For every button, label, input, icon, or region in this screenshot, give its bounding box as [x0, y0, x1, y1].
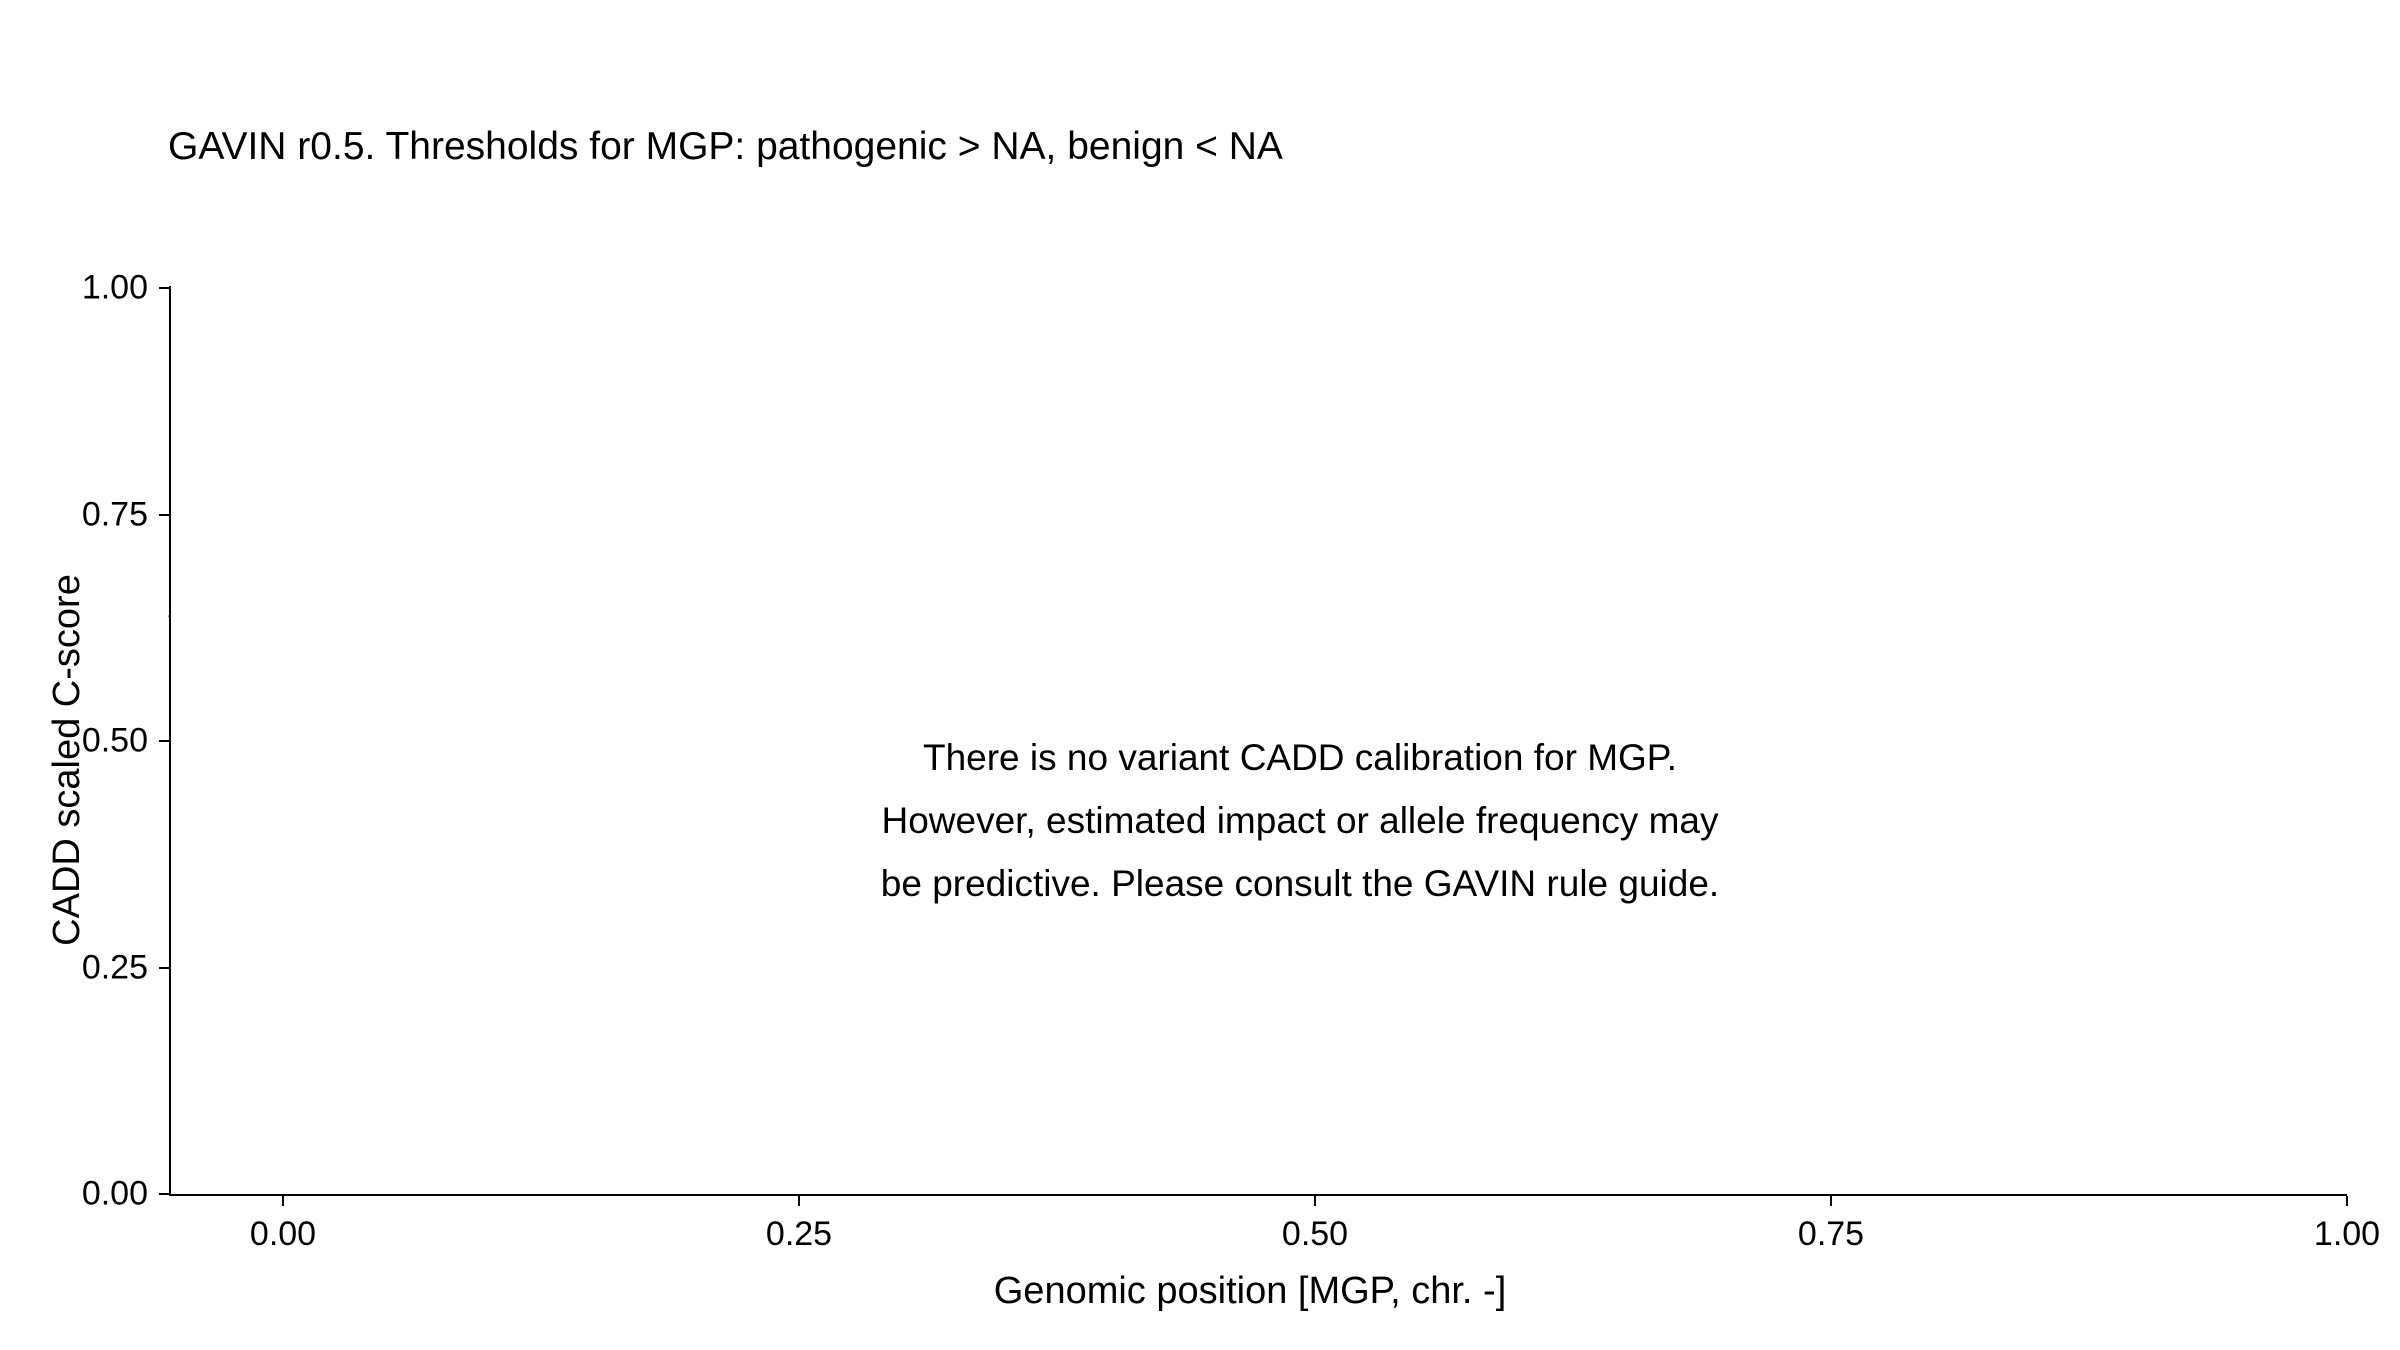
- y-tick-mark-0: [159, 1193, 169, 1195]
- x-tick-label-0: 0.00: [249, 1215, 317, 1253]
- x-tick-label-1: 0.25: [765, 1215, 833, 1253]
- x-axis-label: Genomic position [MGP, chr. -]: [993, 1270, 1507, 1312]
- x-tick-mark-4: [2346, 1196, 2348, 1206]
- y-tick-label-4: 1.00: [81, 268, 148, 307]
- x-tick-label-4: 1.00: [2313, 1215, 2381, 1253]
- no-calibration-annotation: [650, 726, 1950, 915]
- x-tick-mark-0: [282, 1196, 284, 1206]
- x-axis-line: [169, 1194, 2347, 1196]
- x-tick-mark-2: [1314, 1196, 1316, 1206]
- y-tick-mark-4: [159, 287, 169, 289]
- plot-panel: [170, 286, 2347, 1194]
- annotation-line-2: However, estimated impact or allele frequency may: [881, 800, 1719, 841]
- y-tick-label-3: 0.75: [81, 495, 148, 534]
- y-tick-mark-3: [159, 514, 169, 516]
- x-tick-mark-3: [1830, 1196, 1832, 1206]
- y-tick-mark-2: [159, 740, 169, 742]
- x-tick-mark-1: [798, 1196, 800, 1206]
- annotation-line-3: be predictive. Please consult the GAVIN rule guide.: [880, 863, 1720, 904]
- y-tick-mark-1: [159, 967, 169, 969]
- y-axis-label: CADD scaled C-score: [46, 574, 88, 946]
- x-tick-label-3: 0.75: [1797, 1215, 1865, 1253]
- y-tick-label-2: 0.50: [81, 721, 148, 760]
- chart-title-line-1: GAVIN r0.5. Thresholds for MGP: pathogenic > NA, benign < NA: [168, 125, 1283, 168]
- y-axis-line: [169, 286, 171, 1194]
- x-tick-label-2: 0.50: [1281, 1215, 1349, 1253]
- annotation-line-1: There is no variant CADD calibration for MGP.: [922, 737, 1677, 778]
- y-tick-label-1: 0.25: [81, 948, 148, 987]
- y-tick-label-0: 0.00: [81, 1174, 148, 1213]
